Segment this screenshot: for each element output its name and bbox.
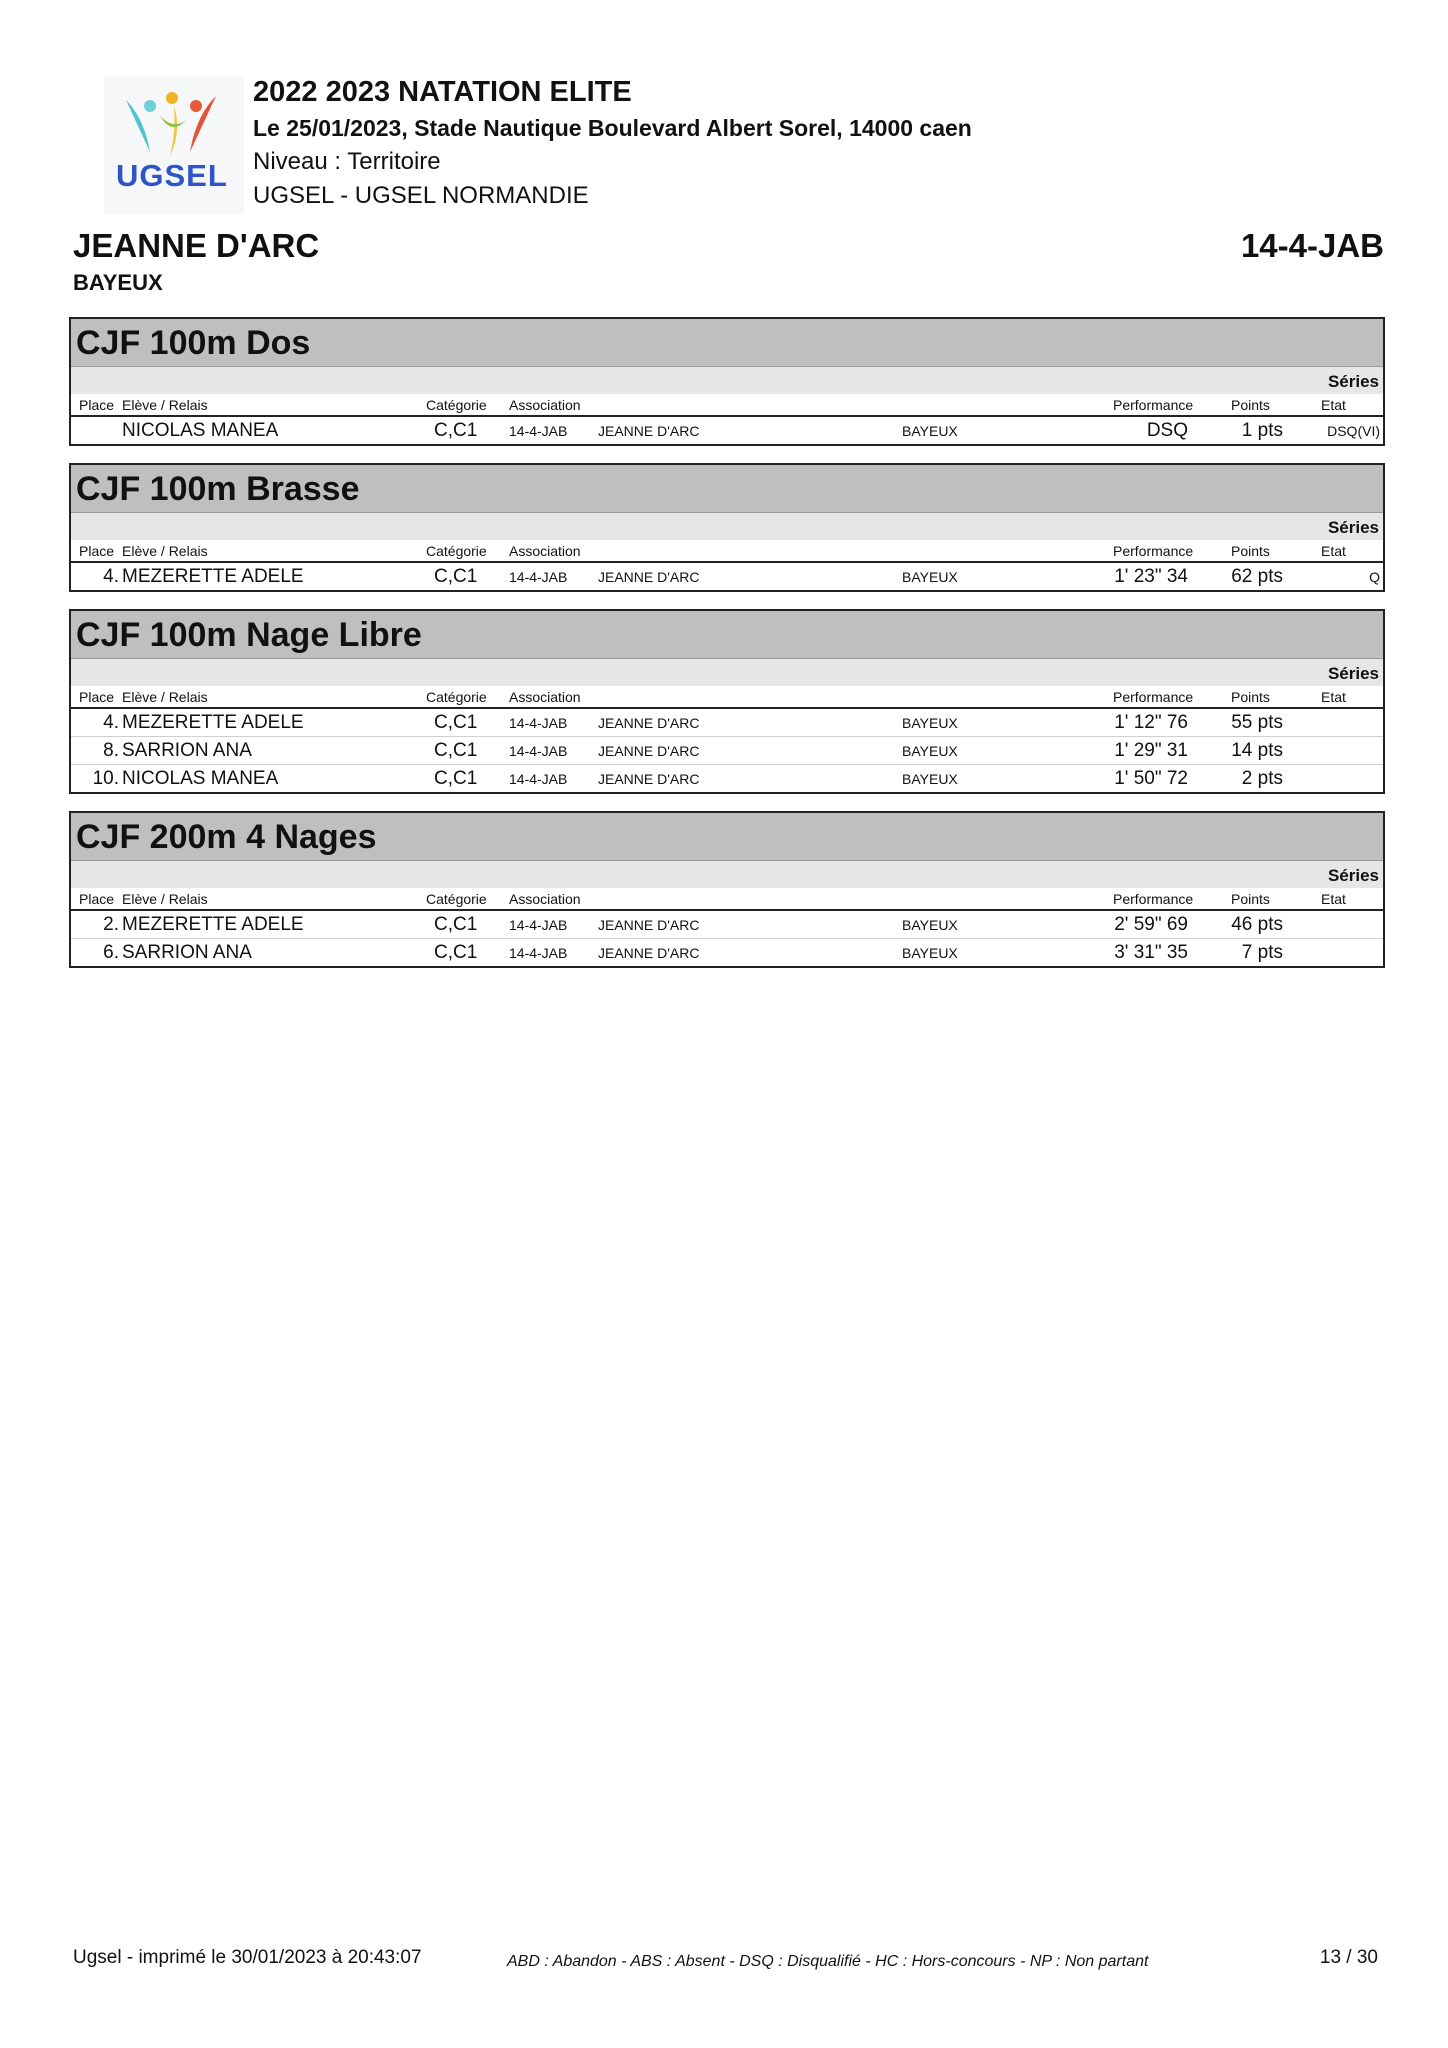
result-performance: 1' 23" 34: [1114, 566, 1188, 587]
col-header-points: Points: [1231, 397, 1270, 413]
col-header-etat: Etat: [1321, 397, 1346, 413]
table-row: [71, 709, 1383, 737]
result-performance: 1' 50" 72: [1114, 768, 1188, 789]
col-header-points: Points: [1231, 689, 1270, 705]
result-place: 4.: [103, 712, 119, 733]
association-name: JEANNE D'ARC: [598, 569, 700, 585]
event-title: CJF 200m 4 Nages: [71, 813, 1383, 861]
result-place: 10.: [92, 768, 119, 789]
association-code: 14-4-JAB: [509, 569, 568, 585]
result-points: 14 pts: [1231, 740, 1283, 761]
col-header-categorie: Catégorie: [426, 397, 487, 413]
result-category: C,C1: [434, 420, 478, 441]
logo-text: UGSEL: [116, 158, 228, 193]
association-name: JEANNE D'ARC: [598, 715, 700, 731]
result-category: C,C1: [434, 566, 478, 587]
association-city: BAYEUX: [902, 771, 958, 787]
col-header-etat: Etat: [1321, 689, 1346, 705]
event-table: [69, 609, 1385, 794]
event-title: CJF 100m Brasse: [71, 465, 1383, 513]
event-table: [69, 463, 1385, 592]
table-body: [71, 563, 1383, 590]
table-header: [71, 888, 1383, 911]
swimmer-name: MEZERETTE ADELE: [122, 914, 304, 935]
col-header-performance: Performance: [1113, 543, 1194, 559]
event-date-location: Le 25/01/2023, Stade Nautique Boulevard Albert Sorel, 14000 caen: [253, 115, 972, 141]
table-row: [71, 939, 1383, 966]
event-table: [69, 811, 1385, 968]
association-name: JEANNE D'ARC: [598, 917, 700, 933]
table-header: [71, 540, 1383, 563]
ugsel-logo: [104, 76, 244, 214]
col-header-place: Place: [79, 397, 115, 413]
col-header-association: Association: [509, 891, 581, 907]
page-number: 13 / 30: [1319, 1947, 1378, 1968]
table-row: [71, 737, 1383, 765]
col-header-etat: Etat: [1321, 543, 1346, 559]
table-row: [71, 911, 1383, 939]
event-title: CJF 100m Nage Libre: [71, 611, 1383, 659]
event-table: [69, 317, 1385, 446]
col-header-categorie: Catégorie: [426, 689, 487, 705]
col-header-points: Points: [1231, 891, 1270, 907]
association-code: 14-4-JAB: [509, 917, 568, 933]
table-body: [71, 709, 1383, 792]
result-points: 46 pts: [1231, 914, 1283, 935]
association-city: BAYEUX: [902, 569, 958, 585]
col-header-eleve: Elève / Relais: [122, 543, 208, 559]
association-code: 14-4-JAB: [509, 771, 568, 787]
result-performance: DSQ: [1146, 420, 1188, 441]
col-header-performance: Performance: [1113, 891, 1194, 907]
association-name: JEANNE D'ARC: [598, 423, 700, 439]
series-label: Séries: [71, 513, 1383, 540]
association-city: BAYEUX: [902, 917, 958, 933]
col-header-categorie: Catégorie: [426, 543, 487, 559]
abbreviation-legend: ABD : Abandon - ABS : Absent - DSQ : Disqualifié - HC : Hors-concours - NP : Non partant: [507, 1953, 1149, 1970]
table-row: [71, 563, 1383, 590]
club-city: BAYEUX: [73, 270, 163, 295]
result-status: Q: [1369, 569, 1380, 585]
series-label: Séries: [71, 861, 1383, 888]
col-header-place: Place: [79, 891, 115, 907]
club-name: JEANNE D'ARC: [73, 227, 320, 264]
association-city: BAYEUX: [902, 945, 958, 961]
col-header-eleve: Elève / Relais: [122, 891, 208, 907]
result-place: 6.: [103, 942, 119, 963]
col-header-association: Association: [509, 543, 581, 559]
table-body: [71, 417, 1383, 444]
result-category: C,C1: [434, 740, 478, 761]
result-points: 7 pts: [1241, 942, 1283, 963]
result-status: DSQ(VI): [1327, 423, 1380, 439]
swimmer-name: MEZERETTE ADELE: [122, 566, 304, 587]
result-performance: 2' 59" 69: [1114, 914, 1188, 935]
association-code: 14-4-JAB: [509, 743, 568, 759]
club-code: 14-4-JAB: [1240, 227, 1384, 264]
competition-level: Niveau : Territoire: [253, 148, 441, 175]
col-header-eleve: Elève / Relais: [122, 397, 208, 413]
swimmer-name: MEZERETTE ADELE: [122, 712, 304, 733]
association-code: 14-4-JAB: [509, 715, 568, 731]
association-city: BAYEUX: [902, 743, 958, 759]
association-name: JEANNE D'ARC: [598, 945, 700, 961]
col-header-points: Points: [1231, 543, 1270, 559]
association-city: BAYEUX: [902, 715, 958, 731]
result-performance: 3' 31" 35: [1114, 942, 1188, 963]
result-place: 8.: [103, 740, 119, 761]
document-title: 2022 2023 NATATION ELITE: [253, 76, 632, 108]
series-label: Séries: [71, 367, 1383, 394]
print-info: Ugsel - imprimé le 30/01/2023 à 20:43:07: [73, 1947, 422, 1968]
series-label: Séries: [71, 659, 1383, 686]
result-performance: 1' 12" 76: [1114, 712, 1188, 733]
col-header-performance: Performance: [1113, 397, 1194, 413]
result-category: C,C1: [434, 942, 478, 963]
col-header-place: Place: [79, 543, 115, 559]
association-code: 14-4-JAB: [509, 945, 568, 961]
col-header-performance: Performance: [1113, 689, 1194, 705]
table-row: [71, 417, 1383, 444]
swimmer-name: NICOLAS MANEA: [122, 420, 279, 441]
association-city: BAYEUX: [902, 423, 958, 439]
col-header-place: Place: [79, 689, 115, 705]
swimmer-name: NICOLAS MANEA: [122, 768, 279, 789]
table-row: [71, 765, 1383, 792]
result-place: 2.: [103, 914, 119, 935]
association-name: JEANNE D'ARC: [598, 771, 700, 787]
event-title: CJF 100m Dos: [71, 319, 1383, 367]
result-points: 2 pts: [1241, 768, 1283, 789]
col-header-eleve: Elève / Relais: [122, 689, 208, 705]
result-points: 62 pts: [1231, 566, 1283, 587]
result-category: C,C1: [434, 914, 478, 935]
col-header-association: Association: [509, 397, 581, 413]
swimmer-name: SARRION ANA: [122, 740, 252, 761]
result-points: 1 pts: [1241, 420, 1283, 441]
logo-figures-icon: [104, 76, 244, 166]
result-performance: 1' 29" 31: [1114, 740, 1188, 761]
col-header-association: Association: [509, 689, 581, 705]
swimmer-name: SARRION ANA: [122, 942, 252, 963]
result-category: C,C1: [434, 768, 478, 789]
table-body: [71, 911, 1383, 966]
organization: UGSEL - UGSEL NORMANDIE: [253, 182, 589, 209]
association-name: JEANNE D'ARC: [598, 743, 700, 759]
association-code: 14-4-JAB: [509, 423, 568, 439]
result-points: 55 pts: [1231, 712, 1283, 733]
col-header-categorie: Catégorie: [426, 891, 487, 907]
result-place: 4.: [103, 566, 119, 587]
table-header: [71, 394, 1383, 417]
col-header-etat: Etat: [1321, 891, 1346, 907]
table-header: [71, 686, 1383, 709]
result-category: C,C1: [434, 712, 478, 733]
